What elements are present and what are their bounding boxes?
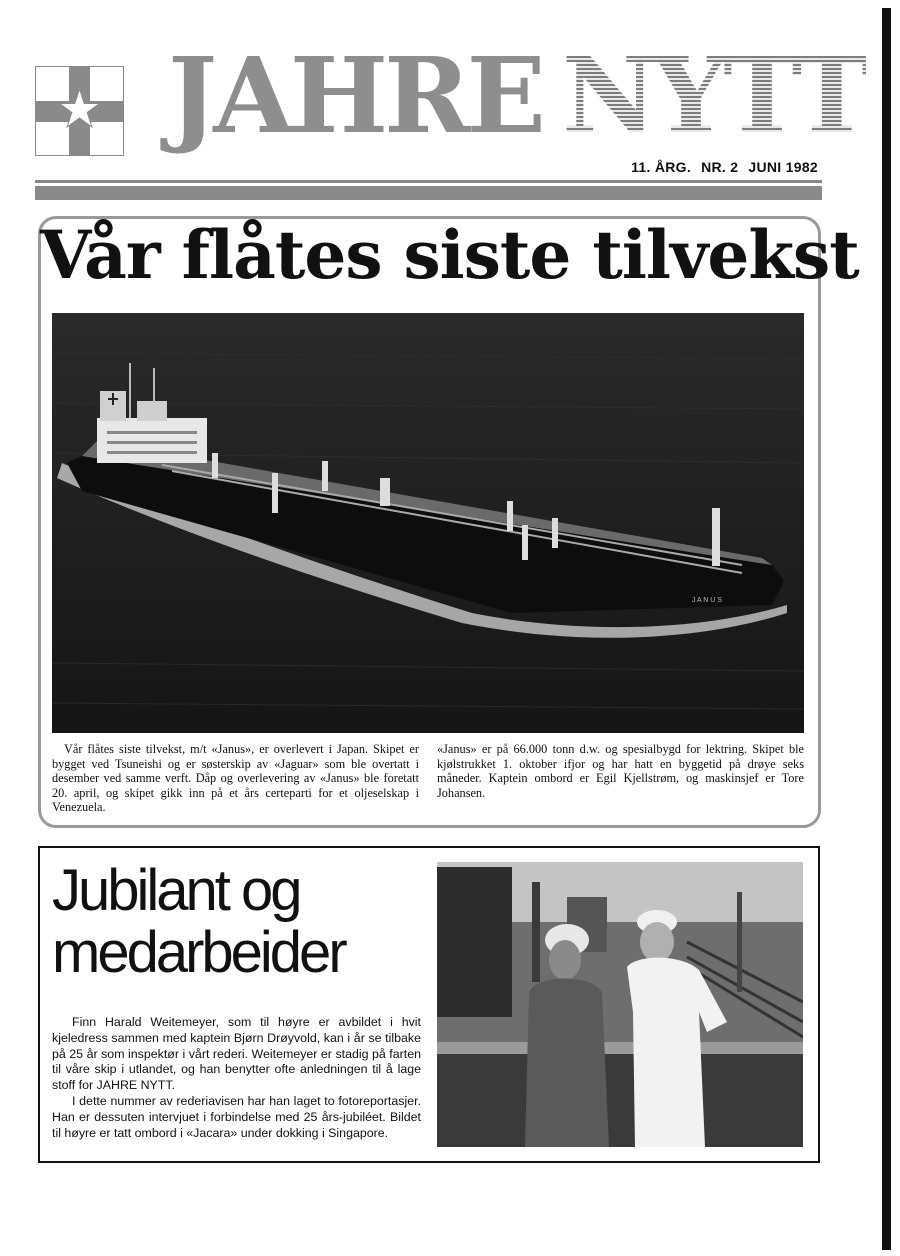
- masthead-title-jahre: JAHRE: [168, 34, 542, 157]
- issue-volume: 11. ÅRG.: [631, 159, 692, 175]
- cross-star-icon: [36, 67, 123, 155]
- ship-caption-left: Vår flåtes siste tilvekst, m/t «Janus», er overlevert i Japan. Skipet er bygget ved Tsuneishi og er søsterskip av «Jaguar» som ble overtatt i desember ved samme verft. Dåp og overlevering av «Janus» ble foretatt 20. april, og skipet gikk inn på et års certeparti for et oljeselskap i Venezuela.: [52, 742, 419, 815]
- page-edge: [882, 8, 891, 1250]
- masthead-rule-thick: [35, 186, 822, 200]
- svg-text:J A N U S: J A N U S: [692, 597, 722, 604]
- masthead-title-nytt: NYTT: [562, 34, 867, 157]
- ship-photo: [52, 313, 804, 733]
- jubilant-photo: [437, 862, 803, 1147]
- headline-ship: Vår flåtes siste tilvekst: [40, 216, 859, 294]
- headline-jubilant: [52, 860, 432, 984]
- jahre-logo: [35, 66, 124, 156]
- issue-date: JUNI 1982: [748, 159, 818, 175]
- jubilant-paragraph-1: Finn Harald Weitemeyer, som til høyre er avbildet i hvit kjeledress sammen med kaptein Bjørn Drøyvold, kan i år se tilbake på 25 år som inspektør i vårt rederi. Weitemeyer er stadig på farten til våre skip i utlandet, og han benytter ofte anledningen til å lage stoff for JAHRE NYTT.: [52, 1015, 421, 1093]
- masthead-rule-thin: [35, 180, 822, 183]
- issue-info: [621, 159, 818, 175]
- jubilant-paragraph-2: I dette nummer av rederiavisen har han laget to fotoreportasjer. Han er dessuten intervjuet i forbindelse med 25 års-jubiléet. Bildet til høyre er tatt ombord i «Jacara» under dokking i Singapore.: [52, 1093, 421, 1140]
- jubilant-body: [52, 1015, 421, 1141]
- headline-jubilant-line1: Jubilant og: [52, 858, 300, 923]
- ship-caption-right: «Janus» er på 66.000 tonn d.w. og spesialbygd for lektring. Skipet ble kjølstrukket 1. oktober ifjor og har hatt en byggetid på drøye seks måneder. Kaptein ombord er Egil Kjellstrøm, og maskinsjef er Tore Johansen.: [437, 742, 804, 800]
- headline-jubilant-line2: medarbeider: [52, 920, 345, 985]
- issue-number: NR. 2: [701, 159, 739, 175]
